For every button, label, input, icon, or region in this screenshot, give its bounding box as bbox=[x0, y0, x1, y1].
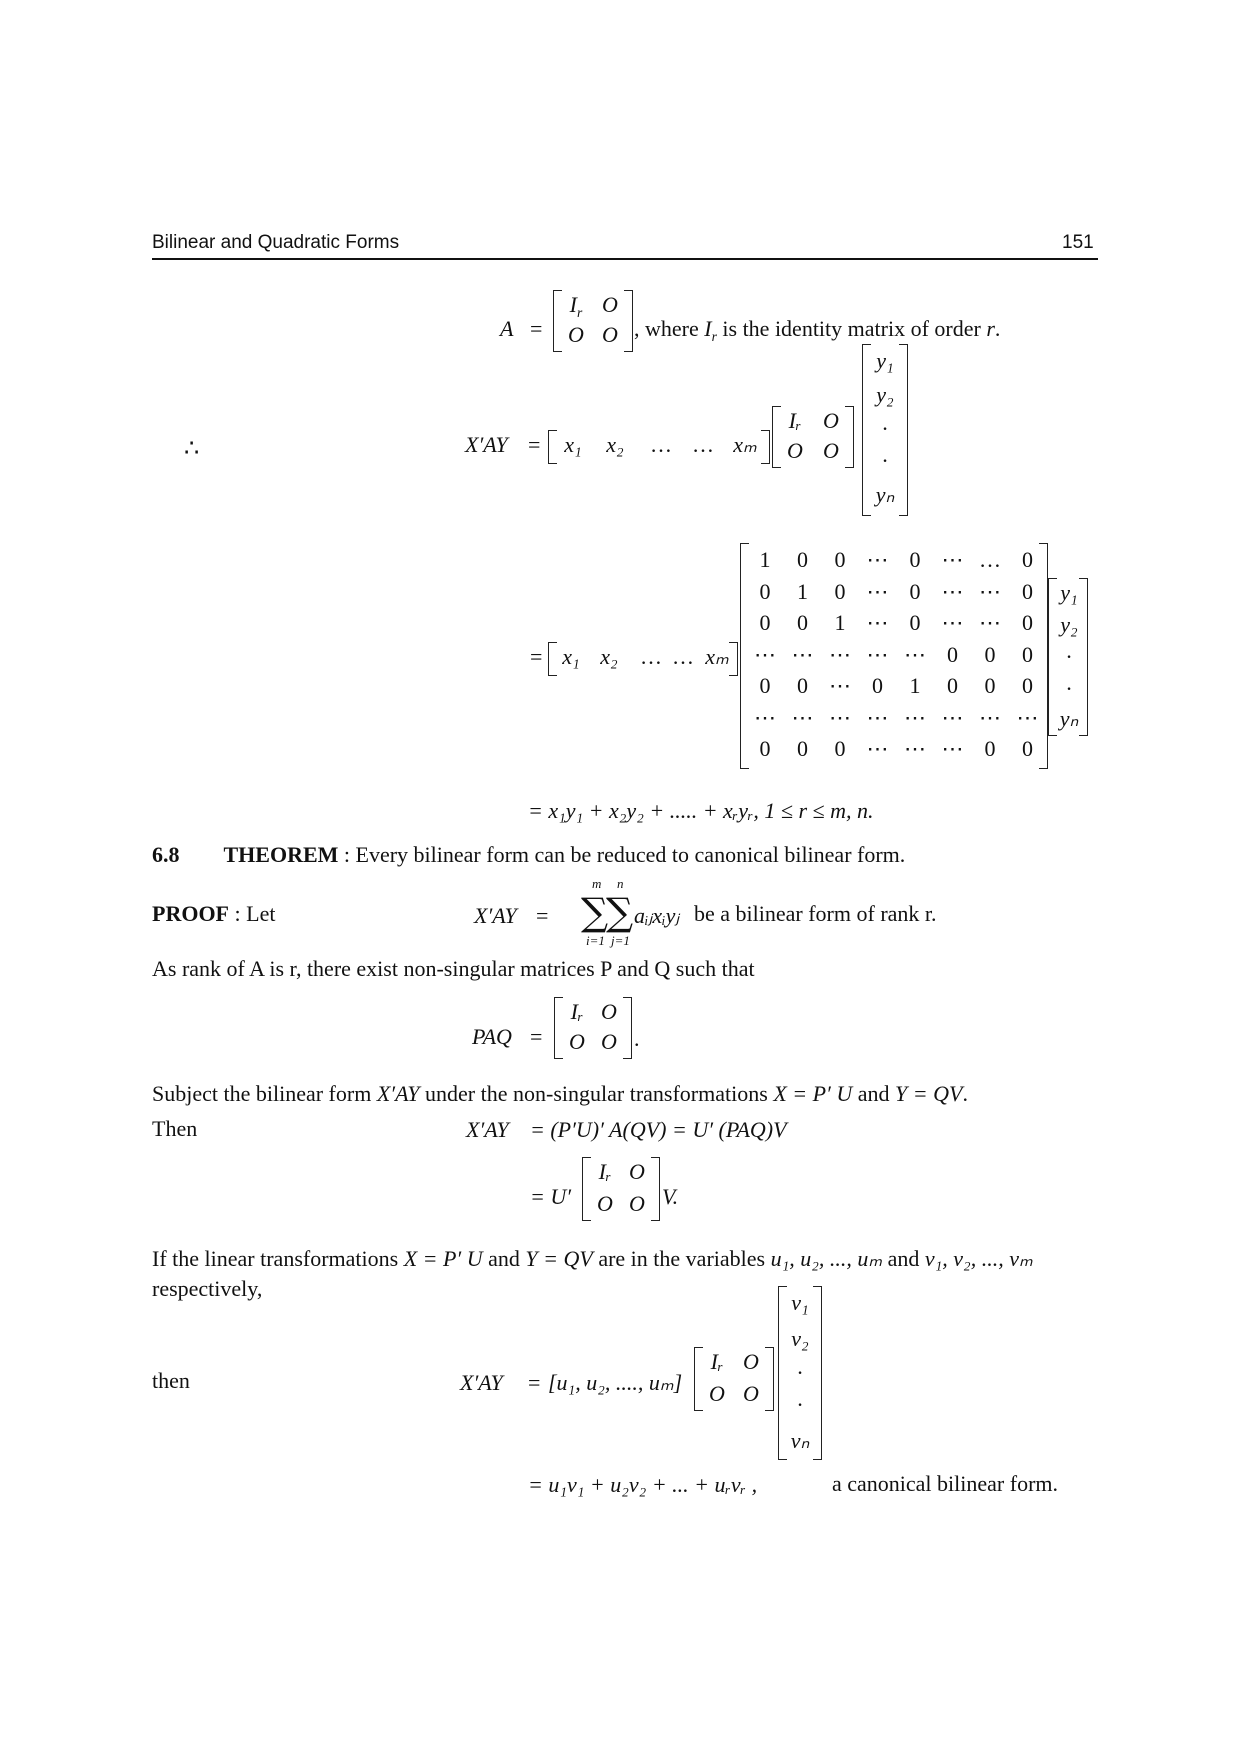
vector-entry: … bbox=[672, 644, 694, 669]
column-vector-y bbox=[1048, 578, 1088, 736]
matrix-cell: 0 bbox=[909, 578, 921, 604]
then2-label: then bbox=[152, 1368, 190, 1393]
vector-entry: … bbox=[640, 644, 662, 669]
matrix-cell: ⋯ bbox=[941, 704, 964, 730]
vector-entry: x₂ bbox=[606, 432, 624, 457]
matrix-cell: Iᵣ bbox=[570, 999, 584, 1024]
row-vector-x bbox=[548, 642, 738, 676]
sum-upper-n: n bbox=[617, 876, 624, 891]
vector-entry: v₂ bbox=[791, 1326, 809, 1351]
block-matrix bbox=[554, 997, 632, 1059]
vector-entry: · bbox=[881, 448, 889, 473]
matrix-cell: 0 bbox=[834, 547, 846, 572]
matrix-cell: 0 bbox=[797, 736, 808, 761]
matrix-cell: 0 bbox=[1022, 578, 1033, 604]
matrix-cell: Iᵣ bbox=[788, 408, 802, 433]
vector-entry: xₘ bbox=[733, 432, 757, 457]
block-matrix bbox=[772, 406, 854, 468]
row-vector-x bbox=[548, 430, 770, 464]
vector-entry: … bbox=[650, 432, 672, 457]
summation-sign: ∑ bbox=[581, 890, 609, 934]
vector-entry: yₙ bbox=[1059, 706, 1079, 731]
paragraph-rank: As rank of A is r, there exist non-singular matrices P and Q such that bbox=[152, 956, 755, 981]
matrix-cell: 0 bbox=[947, 673, 958, 698]
matrix-cell: ⋯ bbox=[941, 547, 964, 572]
matrix-cell: O bbox=[602, 292, 618, 317]
paragraph-subject: Subject the bilinear form X′AY under the non-singular transformations X = P′ U and Y = QV. bbox=[152, 1081, 968, 1106]
matrix-cell: ⋯ bbox=[979, 578, 1001, 604]
eq-U-lead: = U′ bbox=[530, 1184, 572, 1209]
eq-A-equals: = bbox=[530, 316, 543, 341]
matrix-cell: ⋯ bbox=[866, 578, 889, 604]
matrix-cell: O bbox=[602, 322, 618, 347]
matrix-cell: O bbox=[629, 1159, 645, 1184]
then-label: Then bbox=[152, 1116, 198, 1141]
then2-lhs: X′AY bbox=[460, 1370, 503, 1395]
theorem-number: 6.8 bbox=[152, 842, 180, 867]
matrix-cell: O bbox=[787, 438, 803, 463]
paragraph-respectively: respectively, bbox=[152, 1276, 263, 1301]
matrix-cell: 1 bbox=[759, 547, 771, 572]
vector-entry: … bbox=[692, 432, 714, 457]
matrix-cell: 0 bbox=[759, 736, 771, 761]
eq-final: = u₁v₁ + u₂v₂ + ... + uᵣvᵣ , bbox=[528, 1472, 758, 1497]
matrix-cell: … bbox=[979, 547, 1001, 572]
paragraph-if: If the linear transformations X = P′ U and Y = QV are in the variables u₁, u₂, ..., uₘ and v₁, v₂, ..., vₘ bbox=[152, 1246, 1033, 1271]
matrix-cell: ⋯ bbox=[904, 736, 926, 761]
matrix-cell: 0 bbox=[909, 610, 921, 635]
eq-XAY-equals: = bbox=[528, 432, 541, 457]
matrix-cell: 0 bbox=[1022, 673, 1033, 698]
block-matrix bbox=[582, 1157, 660, 1221]
matrix-cell: ⋯ bbox=[754, 641, 776, 667]
vector-entry: y₁ bbox=[1060, 580, 1078, 605]
then-rhs: = (P′U)′ A(QV) = U′ (PAQ)V bbox=[530, 1117, 787, 1142]
eq-XAY-lhs: X′AY bbox=[465, 432, 508, 457]
proof-label: PROOF : Let bbox=[152, 901, 276, 926]
matrix-cell: ⋯ bbox=[754, 704, 776, 730]
vector-entry: xₘ bbox=[705, 644, 729, 669]
matrix-cell: O bbox=[601, 999, 617, 1024]
matrix-cell: O bbox=[709, 1381, 725, 1406]
matrix-cell: O bbox=[568, 322, 584, 347]
eq-sum-result: = x₁y₁ + x₂y₂ + ..... + xᵣyᵣ, 1 ≤ r ≤ m, n. bbox=[528, 798, 874, 823]
matrix-cell: ⋯ bbox=[941, 578, 964, 604]
matrix-cell: O bbox=[629, 1191, 645, 1216]
proof-equals: = bbox=[536, 903, 549, 928]
proof-lhs: X′AY bbox=[474, 903, 517, 928]
matrix-cell: ⋯ bbox=[866, 736, 889, 761]
vector-entry: x₁ bbox=[564, 432, 582, 457]
matrix-cell: 0 bbox=[1022, 610, 1033, 635]
matrix-cell: ⋯ bbox=[829, 704, 851, 730]
sum-lower-i: i=1 bbox=[586, 933, 605, 948]
vector-entry: vₙ bbox=[790, 1428, 810, 1453]
vector-entry: · bbox=[1065, 676, 1073, 701]
matrix-cell: ⋯ bbox=[791, 704, 814, 730]
matrix-cell: ⋯ bbox=[866, 547, 889, 572]
page-number: 151 bbox=[1062, 232, 1094, 253]
matrix-cell: 0 bbox=[834, 578, 846, 604]
column-vector-y bbox=[862, 344, 908, 516]
matrix-cell: ⋯ bbox=[866, 704, 889, 730]
matrix-cell: O bbox=[597, 1191, 613, 1216]
running-header-title: Bilinear and Quadratic Forms bbox=[152, 232, 400, 253]
identity-block-matrix bbox=[740, 543, 1048, 769]
matrix-cell: 0 bbox=[909, 547, 921, 572]
matrix-cell: Iᵣ bbox=[598, 1159, 612, 1184]
sum-term: aᵢⱼxᵢyⱼ bbox=[634, 903, 680, 928]
block-matrix bbox=[694, 1347, 774, 1411]
matrix-cell: ⋯ bbox=[791, 641, 814, 667]
sum-lower-j: j=1 bbox=[611, 933, 630, 948]
matrix-cell: $I_r$ bbox=[569, 292, 583, 320]
theorem-label: THEOREM bbox=[223, 842, 339, 867]
vector-entry: y₂ bbox=[1060, 612, 1078, 637]
matrix-cell: 0 bbox=[984, 736, 996, 761]
vector-entry: y₁ bbox=[876, 348, 894, 373]
row-vector-u: [u₁, u₂, ...., uₘ] bbox=[548, 1370, 683, 1395]
then-lhs: X′AY bbox=[466, 1117, 509, 1142]
matrix-cell: 0 bbox=[759, 578, 771, 604]
matrix-cell: ⋯ bbox=[941, 610, 964, 635]
matrix-cell: ⋯ bbox=[829, 641, 851, 667]
matrix-cell: 0 bbox=[797, 610, 808, 635]
matrix-cell: 0 bbox=[984, 673, 996, 698]
eq-PAQ-lhs: PAQ bbox=[472, 1024, 512, 1049]
theorem-statement: 6.8 THEOREM : Every bilinear form can be reduced to canonical bilinear form. bbox=[152, 842, 906, 867]
vector-entry: · bbox=[881, 416, 889, 441]
matrix-cell: 0 bbox=[947, 641, 958, 667]
vector-entry: y₂ bbox=[876, 382, 894, 407]
block-matrix bbox=[553, 290, 633, 352]
matrix-cell: ⋯ bbox=[1016, 704, 1039, 730]
matrix-cell: 0 bbox=[872, 673, 883, 698]
matrix-cell: 1 bbox=[834, 610, 846, 635]
matrix-cell: ⋯ bbox=[979, 704, 1001, 730]
vector-entry: · bbox=[1065, 644, 1073, 669]
matrix-cell: O bbox=[601, 1029, 617, 1054]
matrix-cell: O bbox=[743, 1381, 759, 1406]
matrix-cell: 0 bbox=[759, 610, 771, 635]
matrix-cell: 0 bbox=[1022, 547, 1033, 572]
eq-PAQ-period: . bbox=[634, 1026, 640, 1051]
matrix-cell: 0 bbox=[1022, 736, 1033, 761]
header-rule bbox=[152, 258, 1098, 260]
matrix-cell: ⋯ bbox=[941, 736, 964, 761]
eq-final-tail: a canonical bilinear form. bbox=[832, 1471, 1059, 1496]
matrix-cell: ⋯ bbox=[866, 641, 889, 667]
then2-equals: = bbox=[528, 1370, 541, 1395]
summation-sign: ∑ bbox=[606, 890, 634, 934]
matrix-cell: 1 bbox=[797, 578, 808, 604]
column-vector-v bbox=[778, 1286, 822, 1460]
matrix-cell: 0 bbox=[834, 736, 846, 761]
matrix-cell: 0 bbox=[1022, 641, 1033, 667]
vector-entry: v₁ bbox=[791, 1290, 809, 1315]
matrix-cell: 1 bbox=[909, 673, 921, 698]
matrix-cell: ⋯ bbox=[904, 641, 926, 667]
eq-A-lhs: A bbox=[500, 316, 514, 341]
matrix-cell: ⋯ bbox=[829, 673, 851, 698]
matrix-cell: O bbox=[823, 438, 839, 463]
vector-entry: · bbox=[796, 1360, 804, 1385]
matrix-cell: 0 bbox=[984, 641, 996, 667]
eq-A-description: , where $I_r$ is the identity matrix of order r. bbox=[634, 316, 1001, 344]
matrix-cell: ⋯ bbox=[866, 610, 889, 635]
proof-tail: be a bilinear form of rank r. bbox=[694, 901, 937, 926]
matrix-cell: O bbox=[743, 1349, 759, 1374]
matrix-cell: Iᵣ bbox=[710, 1349, 724, 1374]
matrix-cell: ⋯ bbox=[979, 610, 1001, 635]
vector-entry: · bbox=[796, 1392, 804, 1417]
vector-entry: x₁ bbox=[562, 644, 580, 669]
matrix-cell: ⋯ bbox=[904, 704, 926, 730]
therefore-symbol: ∴ bbox=[184, 436, 200, 462]
sum-upper-m: m bbox=[592, 876, 602, 891]
vector-entry: yₙ bbox=[875, 482, 895, 507]
matrix-cell: O bbox=[569, 1029, 585, 1054]
eq-PAQ-equals: = bbox=[530, 1024, 543, 1049]
theorem-text: Every bilinear form can be reduced to canonical bilinear form. bbox=[355, 842, 906, 867]
matrix-cell: 0 bbox=[759, 673, 771, 698]
vector-entry: x₂ bbox=[600, 644, 618, 669]
matrix-cell: 0 bbox=[797, 673, 808, 698]
eq-U-tail: V. bbox=[662, 1184, 679, 1209]
matrix-cell: O bbox=[823, 408, 839, 433]
matrix-cell: 0 bbox=[797, 547, 808, 572]
eq-expanded-equals: = bbox=[530, 644, 543, 669]
